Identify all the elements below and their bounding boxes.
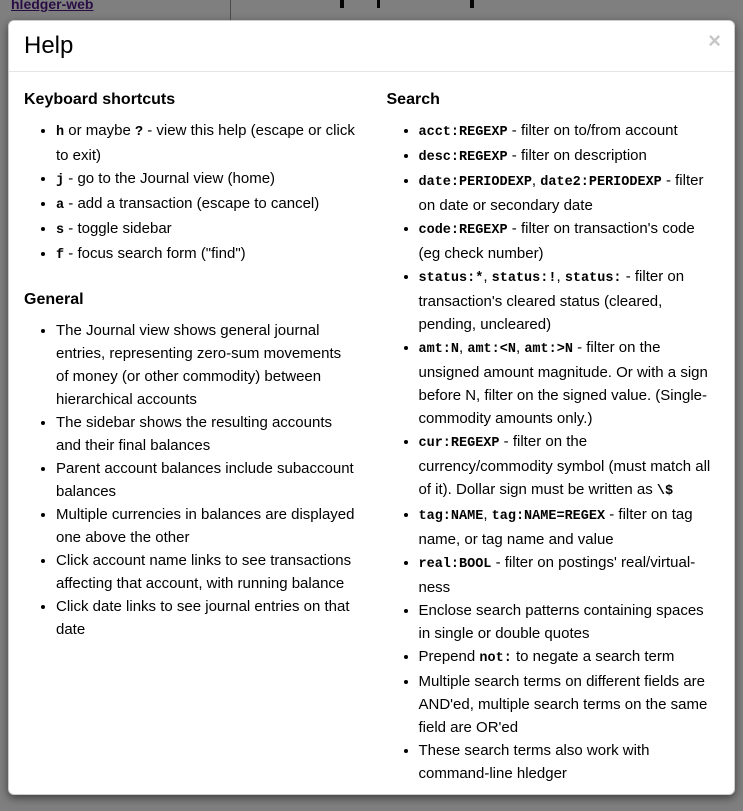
code-term: amt:<N — [467, 342, 516, 357]
list-item: • j - go to the Journal view (home) — [56, 167, 357, 192]
code-term: not: — [479, 651, 512, 666]
section-heading: General — [24, 291, 84, 308]
code-term: real:BOOL — [418, 557, 492, 572]
modal-header — [9, 21, 734, 72]
help-modal — [8, 20, 735, 795]
list-item: • Multiple currencies in balances are displayed one above the other — [56, 503, 357, 549]
code-term: f — [56, 248, 65, 263]
list-item: • tag:NAME, tag:NAME=REGEX - filter on tag name, or tag name and value — [419, 503, 720, 551]
list-item: • a - add a transaction (escape to cancel) — [56, 192, 357, 217]
list-item: • amt:N, amt:<N, amt:>N - filter on the unsigned amount magnitude. Or with a sign before N, filter on the signed value. (Single-commodity amounts only.) — [419, 336, 720, 430]
list-item: • Prepend not: to negate a search term — [419, 645, 720, 670]
modal-body — [9, 72, 734, 795]
list-item: • Multiple search terms on different fields are AND'ed, multiple search terms on the same field are OR'ed — [419, 670, 720, 739]
help-section — [24, 91, 357, 267]
list-item: • Parent account balances include subaccount balances — [56, 457, 357, 503]
list-item: • status:*, status:!, status: - filter on transaction's cleared status (cleared, pending, uncleared) — [419, 265, 720, 336]
code-term: date2:PERIODEXP — [540, 175, 662, 190]
code-term: amt:>N — [524, 342, 573, 357]
bullet-list — [387, 119, 720, 785]
code-term: a — [56, 198, 65, 213]
list-item: • Enclose search patterns containing spaces in single or double quotes — [419, 599, 720, 645]
code-term: cur:REGEXP — [418, 436, 500, 451]
code-term: j — [56, 173, 65, 188]
bullet-list — [24, 319, 357, 641]
list-item: • desc:REGEXP - filter on description — [419, 144, 720, 169]
code-term: tag:NAME — [418, 509, 484, 524]
right-column — [387, 85, 720, 795]
modal-title: Help — [24, 32, 74, 59]
code-term: h — [56, 125, 65, 140]
code-term: s — [56, 223, 65, 238]
list-item: • acct:REGEXP - filter on to/from account — [419, 119, 720, 144]
code-term: ? — [134, 125, 144, 140]
list-item: • s - toggle sidebar — [56, 217, 357, 242]
code-term: amt:N — [418, 342, 460, 357]
list-item: • date:PERIODEXP, date2:PERIODEXP - filter on date or secondary date — [419, 169, 720, 217]
left-column — [24, 85, 357, 795]
code-term: status:! — [491, 271, 557, 286]
list-item: • These search terms also work with command-line hledger — [419, 739, 720, 785]
list-item: • h or maybe ? - view this help (escape or click to exit) — [56, 119, 357, 167]
close-icon: × — [708, 28, 721, 53]
list-item: • cur:REGEXP - filter on the currency/commodity symbol (must match all of it). Dollar sign must be written as \$ — [419, 430, 720, 503]
code-term: status:* — [418, 271, 484, 286]
code-term: date:PERIODEXP — [418, 175, 532, 190]
help-section — [387, 91, 720, 785]
list-item: • real:BOOL - filter on postings' real/virtual-ness — [419, 551, 720, 599]
list-item: • code:REGEXP - filter on transaction's code (eg check number) — [419, 217, 720, 265]
section-heading: Search — [386, 91, 440, 108]
section-heading: Keyboard shortcuts — [24, 91, 176, 108]
list-item: • f - focus search form ("find") — [56, 242, 357, 267]
code-term: acct:REGEXP — [418, 125, 508, 140]
list-item: • The sidebar shows the resulting accounts and their final balances — [56, 411, 357, 457]
list-item: • Click account name links to see transactions affecting that account, with running balance — [56, 549, 357, 595]
bullet-list — [24, 119, 357, 267]
code-term: \$ — [656, 484, 674, 499]
list-item: • The Journal view shows general journal entries, representing zero-sum movements of money (or other commodity) between hierarchical accounts — [56, 319, 357, 411]
code-term: status: — [564, 271, 622, 286]
close-button[interactable] — [708, 28, 721, 53]
code-term: tag:NAME=REGEX — [491, 509, 606, 524]
list-item: • Click date links to see journal entries on that date — [56, 595, 357, 641]
code-term: desc:REGEXP — [418, 150, 508, 165]
help-section — [24, 291, 357, 641]
code-term: code:REGEXP — [418, 223, 508, 238]
